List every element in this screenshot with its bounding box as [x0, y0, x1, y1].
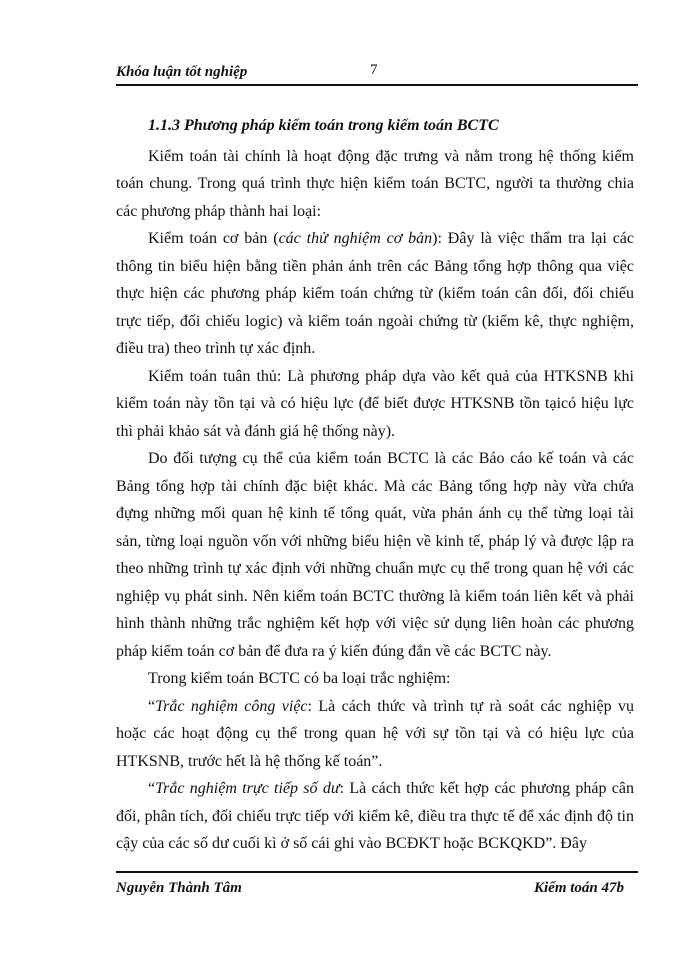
paragraph-5: Trong kiểm toán BCTC có ba loại trắc nghiệm:: [148, 670, 451, 687]
footer-author: Nguyễn Thành Tâm: [116, 880, 242, 896]
paragraph-3: Kiểm toán tuân thủ: Là phương pháp dựa vào kết quả của HTKSNB khi kiểm toán này tồn tại và có hiệu lực (để biết được HTKSNB tồn tạicó hiệu lực thì phải khảo sát và đánh giá hệ thống này).: [116, 367, 634, 440]
page-number: 7: [370, 62, 378, 78]
page-body: [116, 112, 634, 858]
paragraph-1: Kiểm toán tài chính là hoạt động đặc trưng và nằm trong hệ thống kiểm toán chung. Trong quá trình thực hiện kiểm toán BCTC, người ta thường chia các phương pháp thành hai loại:: [116, 147, 634, 220]
paragraph-7-quote: “: [148, 780, 156, 797]
footer-class: Kiểm toán 47b: [534, 880, 625, 896]
paragraph-6: [116, 693, 634, 776]
paragraph-2-italic: các thử nghiệm cơ bản: [278, 230, 433, 247]
footer-divider: [116, 871, 638, 873]
paragraph-6-rest: : Là cách thức và trình tự rà soát các nghiệp vụ hoặc các hoạt động cụ thể trong quan hệ với sự tồn tại và có hiệu lực của HTKSNB, trước hết là hệ thống kế toán”.: [116, 697, 634, 770]
paragraph-4: Do đối tượng cụ thể của kiểm toán BCTC là các Báo cáo kế toán và các Bảng tổng hợp tài chính đặc biệt khác. Mà các Bảng tổng hợp này vừa chứa đựng những mối quan hệ kinh tế tổng quát, vừa phản ánh cụ thể từng loại tài sản, từng loại nguồn vốn với những biểu hiện về kinh tế, pháp lý và được lập ra theo những trình tự xác định với những chuẩn mực cụ thể trong quan hệ với các nghiệp vụ phát sinh. Nên kiểm toán BCTC thường là kiểm toán liên kết và phải hình thành những trắc nghiệm kết hợp với việc sử dụng liên hoàn các phương pháp kiểm toán cơ bản để đưa ra ý kiến đúng đắn về các BCTC này.: [116, 450, 634, 660]
paragraph-2: [116, 225, 634, 363]
paragraph-6-italic: Trắc nghiệm công việc: [155, 697, 308, 715]
paragraph-2-rest: ): Đây là việc thẩm tra lại các thông tin biểu hiện bằng tiền phản ánh trên các Bảng tổng hợp thông qua việc thực hiện các phương pháp kiểm toán chứng từ (kiểm toán cân đối, đối chiếu trực tiếp, đối chiếu logic) và kiểm toán ngoài chứng từ (kiểm kê, thực nghiệm, điều tra) theo trình tự xác định.: [116, 230, 635, 357]
header-title: Khóa luận tốt nghiệp: [116, 64, 248, 80]
paragraph-2-start: Kiểm toán cơ bản (: [148, 230, 279, 247]
paragraph-7-italic: Trắc nghiệm trực tiếp số dư: [155, 780, 340, 797]
paragraph-6-quote: “: [148, 697, 156, 715]
header-divider: [116, 84, 638, 86]
section-heading: 1.1.3 Phương pháp kiểm toán trong kiểm toán BCTC: [148, 117, 499, 134]
paragraph-7-rest: : Là cách thức kết hợp các phương pháp cân đối, phân tích, đối chiếu trực tiếp với kiểm kê, điều tra thực tế để xác định độ tin cậy của các số dư cuối kì ở số cái ghi vào BCĐKT hoặc BCKQKD”. Đây: [116, 780, 635, 852]
paragraph-7: [116, 775, 634, 858]
page-header: [116, 62, 638, 84]
